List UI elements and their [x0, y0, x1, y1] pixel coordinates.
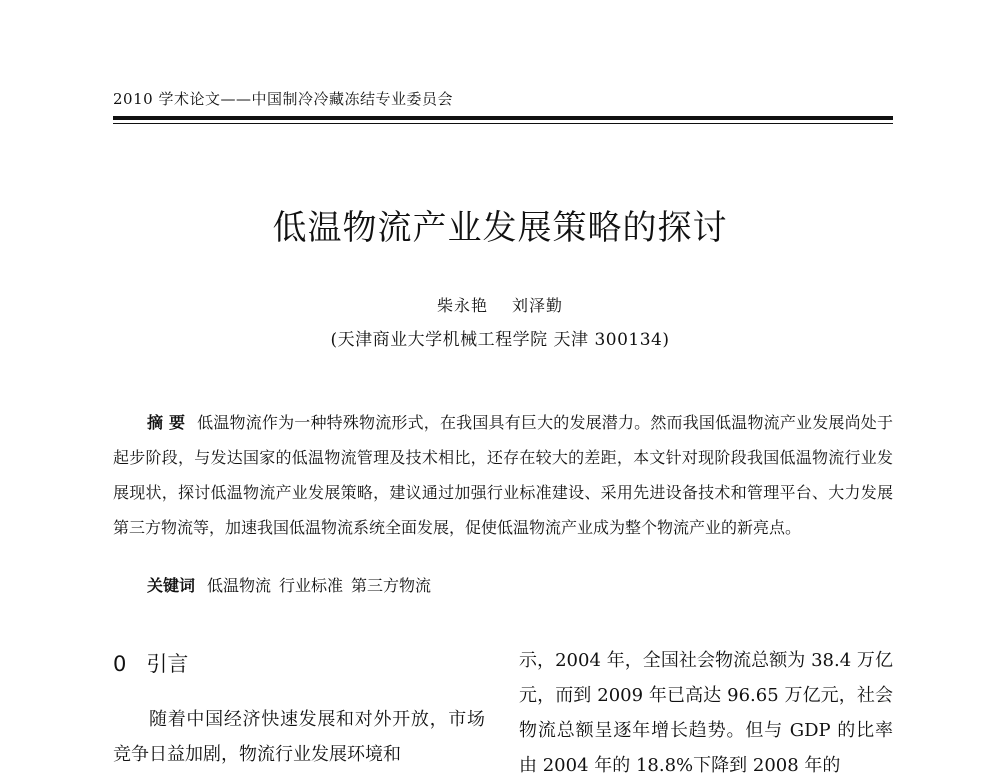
keyword: 第三方物流	[351, 576, 432, 595]
running-header: 2010 学术论文——中国制冷冷藏冻结专业委员会	[113, 90, 453, 108]
affiliation: (天津商业大学机械工程学院 天津 300134)	[330, 330, 670, 350]
author-name: 刘泽勤	[512, 296, 564, 315]
header-rule-thin	[113, 123, 893, 124]
abstract-text: 低温物流作为一种特殊物流形式，在我国具有巨大的发展潜力。然而我国低温物流产业发展尚处于起步阶段，与发达国家的低温物流管理及技术相比，还存在较大的差距，本文针对现阶段我国低温物流行业发展现状，探讨低温物流产业发展策略，建议通过加强行业标准建设、采用先进设备技术和管理平台、大力发展第三方物流等，加速我国低温物流系统全面发展，促使低温物流产业成为整个物流产业的新亮点。	[113, 413, 893, 537]
keyword: 低温物流	[207, 576, 272, 595]
section-heading	[113, 648, 188, 678]
abstract	[113, 405, 893, 545]
keyword: 行业标准	[279, 576, 344, 595]
paper-title: 低温物流产业发展策略的探讨	[272, 208, 728, 248]
body-left-column: 随着中国经济快速发展和对外开放，市场竞争日益加剧，物流行业发展环境和	[113, 709, 485, 765]
header-rule	[113, 116, 893, 120]
keywords	[147, 573, 431, 596]
section-number: 0	[113, 652, 127, 676]
section-title: 引言	[146, 652, 189, 676]
keywords-label: 关键词	[147, 576, 196, 595]
author-name: 柴永艳	[436, 296, 488, 315]
abstract-label: 摘 要	[147, 413, 186, 432]
authors	[0, 293, 1000, 316]
body-right-column: 示，2004 年，全国社会物流总额为 38.4 万亿元，而到 2009 年已高达 96.65 万亿元，社会物流总额呈逐年增长趋势。但与 GDP 的比率由 2004 年的 18.8%下降到 2008 年的	[519, 650, 893, 776]
